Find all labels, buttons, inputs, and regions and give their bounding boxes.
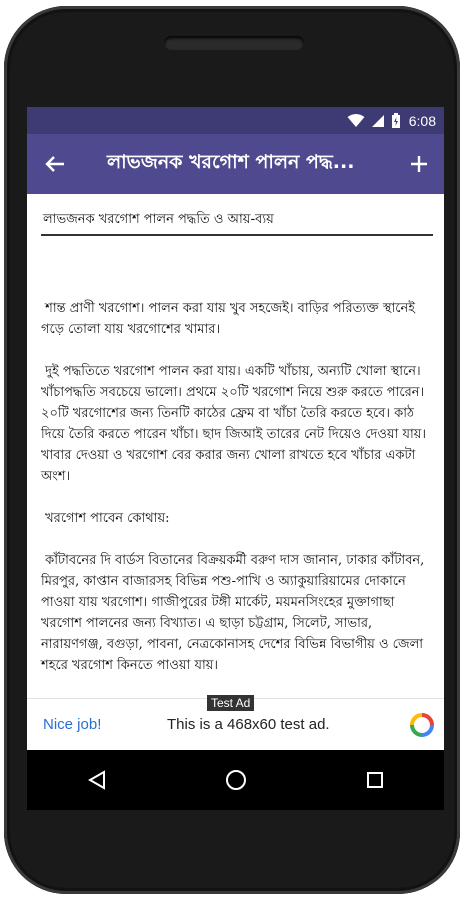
body-paragraph: শান্ত প্রাণী খরগোশ। পালন করা যায় খুব সহজেই। বাড়ির পরিত্যক্ত স্থানেই গড়ে তোলা যায় খরগোশের খামার।	[41, 301, 420, 337]
body-paragraph: খরগোশ পাবেন কোথায়:	[41, 511, 170, 526]
nav-home-icon[interactable]	[206, 750, 266, 810]
screen	[27, 107, 444, 810]
status-time: 6:08	[408, 112, 436, 129]
cell-signal-icon	[371, 114, 385, 128]
app-bar-title: লাভজনক খরগোশ পালন পদ্ধ...	[107, 151, 355, 173]
note-body-textarea[interactable]	[41, 298, 437, 739]
phone-speaker	[164, 36, 304, 50]
nav-bar	[27, 750, 444, 810]
add-icon[interactable]	[394, 134, 444, 194]
nav-recents-icon[interactable]	[345, 750, 405, 810]
nav-back-icon[interactable]	[67, 750, 127, 810]
body-paragraph: কাঁটাবনের দি বার্ডস বিতানের বিক্রয়কর্মী বরুণ দাস জানান, ঢাকার কাঁটাবন, মিরপুর, কাপ্তান বাজারসহ বিভিন্ন পশু-পাখি ও অ্যাকুয়ারিয়ামের দোকানে পাওয়া যায় খরগোশ। গাজীপুরের টঙ্গী মার্কেট, ময়মনসিংহের মুক্তাগাছা খরগোশ পালনের জন্য বিখ্যাত। এ ছাড়া চট্টগ্রাম, সিলেট, সাভার, নারায়ণগঞ্জ, বগুড়া, পাবনা, নেত্রকোনাসহ দেশের বিভিন্ন বিভাগীয় ও জেলা শহরে খরগোশ কিনতে পাওয়া যায়।	[41, 553, 429, 673]
back-arrow-icon[interactable]	[27, 134, 83, 194]
status-bar	[27, 107, 444, 134]
note-title-input[interactable]: লাভজনক খরগোশ পালন পদ্ধতি ও আয়-ব্যয়	[41, 206, 433, 236]
wifi-icon	[347, 114, 365, 128]
ad-nice-text: Nice job!	[43, 716, 102, 733]
ad-network-logo-icon[interactable]	[400, 712, 444, 738]
battery-charging-icon	[391, 113, 401, 129]
body-paragraph: দুই পদ্ধতিতে খরগোশ পালন করা যায়। একটি খাঁচায়, অন্যটি খোলা স্থানে। খাঁচাপদ্ধতি সবচেয়ে ভালো। প্রথমে ২০টি খরগোশ নিয়ে শুরু করতে পারেন। ২০টি খরগোশের জন্য তিনটি কাঠের ফ্রেম বা খাঁচা তৈরি করতে হবে। কাঠ দিয়ে তৈরি করতে পারেন খাঁচা। ছাদ জিআই তারের নেট দিয়েও দেওয়া যায়। খাবার দেওয়া ও খরগোশ বের করার জন্য খোলা রাখতে হবে খাঁচার একটা অংশ।	[41, 364, 431, 484]
app-bar	[27, 134, 444, 194]
ad-body-text: This is a 468x60 test ad.	[167, 716, 330, 733]
test-ad-label: Test Ad	[207, 695, 254, 711]
phone-frame	[4, 6, 460, 894]
